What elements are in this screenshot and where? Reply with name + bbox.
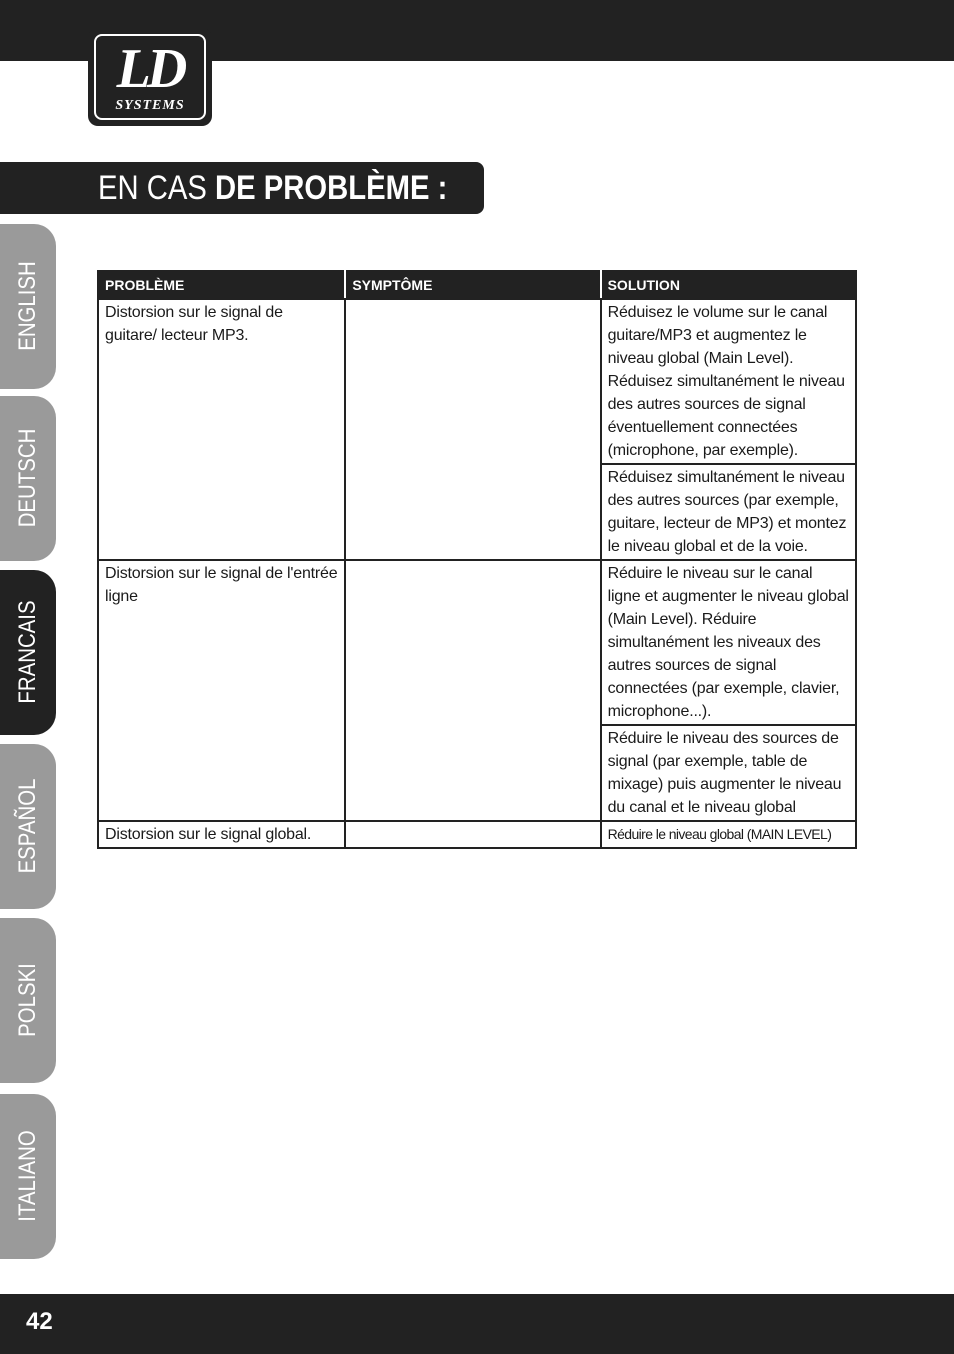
page-title-bold: DE PROBLÈME : [215,169,448,207]
tab-label: ENGLISH [14,261,41,351]
header-probleme: PROBLÈME [98,271,345,299]
tab-label: ITALIANO [14,1130,41,1222]
problem-cell: Distorsion sur le signal global. [105,826,312,843]
tab-polski[interactable] [0,918,56,1083]
tab-italiano[interactable] [0,1094,56,1259]
solution-cell: Réduisez simultanément le niveau des autres sources (par exemple, guitare, lecteur de MP3) et montez le niveau global et de la voie. [607,469,847,555]
problem-cell: Distorsion sur le signal de l'entrée ligne [105,565,338,605]
symptom-cell [346,300,599,302]
tab-label: POLSKI [14,963,41,1037]
logo-mark: LD [116,38,184,100]
solution-cell: Réduire le niveau des sources de signal (par exemple, table de mixage) puis augmenter le niveau du canal et le niveau global [607,730,842,816]
tab-label: ESPAÑOL [14,778,41,874]
tab-deutsch[interactable] [0,396,56,561]
table-row [98,560,856,725]
symptom-cell [346,822,599,824]
table-row [98,821,856,848]
troubleshooting-table [97,270,857,849]
tab-espanol[interactable] [0,744,56,909]
page-title-light: EN CAS [98,169,207,207]
header-solution: SOLUTION [601,271,856,299]
tab-label: FRANCAIS [14,600,41,704]
solution-cell: Réduire le niveau sur le canal ligne et augmenter le niveau global (Main Level). Réduire simultanément les niveaux des autres sources de signal connectées (par exemple, clavier, microphone...). [607,565,849,720]
tab-francais[interactable] [0,570,56,735]
problem-cell: Distorsion sur le signal de guitare/ lecteur MP3. [105,304,283,344]
table-row [98,299,856,464]
tab-english[interactable] [0,224,56,389]
page-title [98,168,447,208]
solution-cell: Réduire le niveau global (MAIN LEVEL) [607,826,832,842]
bottom-bar [0,1294,954,1354]
symptom-cell [346,561,599,563]
solution-cell: Réduisez le volume sur le canal guitare/MP3 et augmentez le niveau global (Main Level). Réduisez simultanément le niveau des autres sources de signal éventuellement connectées (microphone, par exemple). [607,304,845,459]
table-header-row [98,271,856,299]
tab-label: DEUTSCH [14,428,41,528]
header-symptome: SYMPTÔME [345,271,600,299]
logo-subtitle: SYSTEMS [115,98,185,113]
page-number: 42 [26,1308,53,1335]
ld-systems-logo [88,28,212,126]
